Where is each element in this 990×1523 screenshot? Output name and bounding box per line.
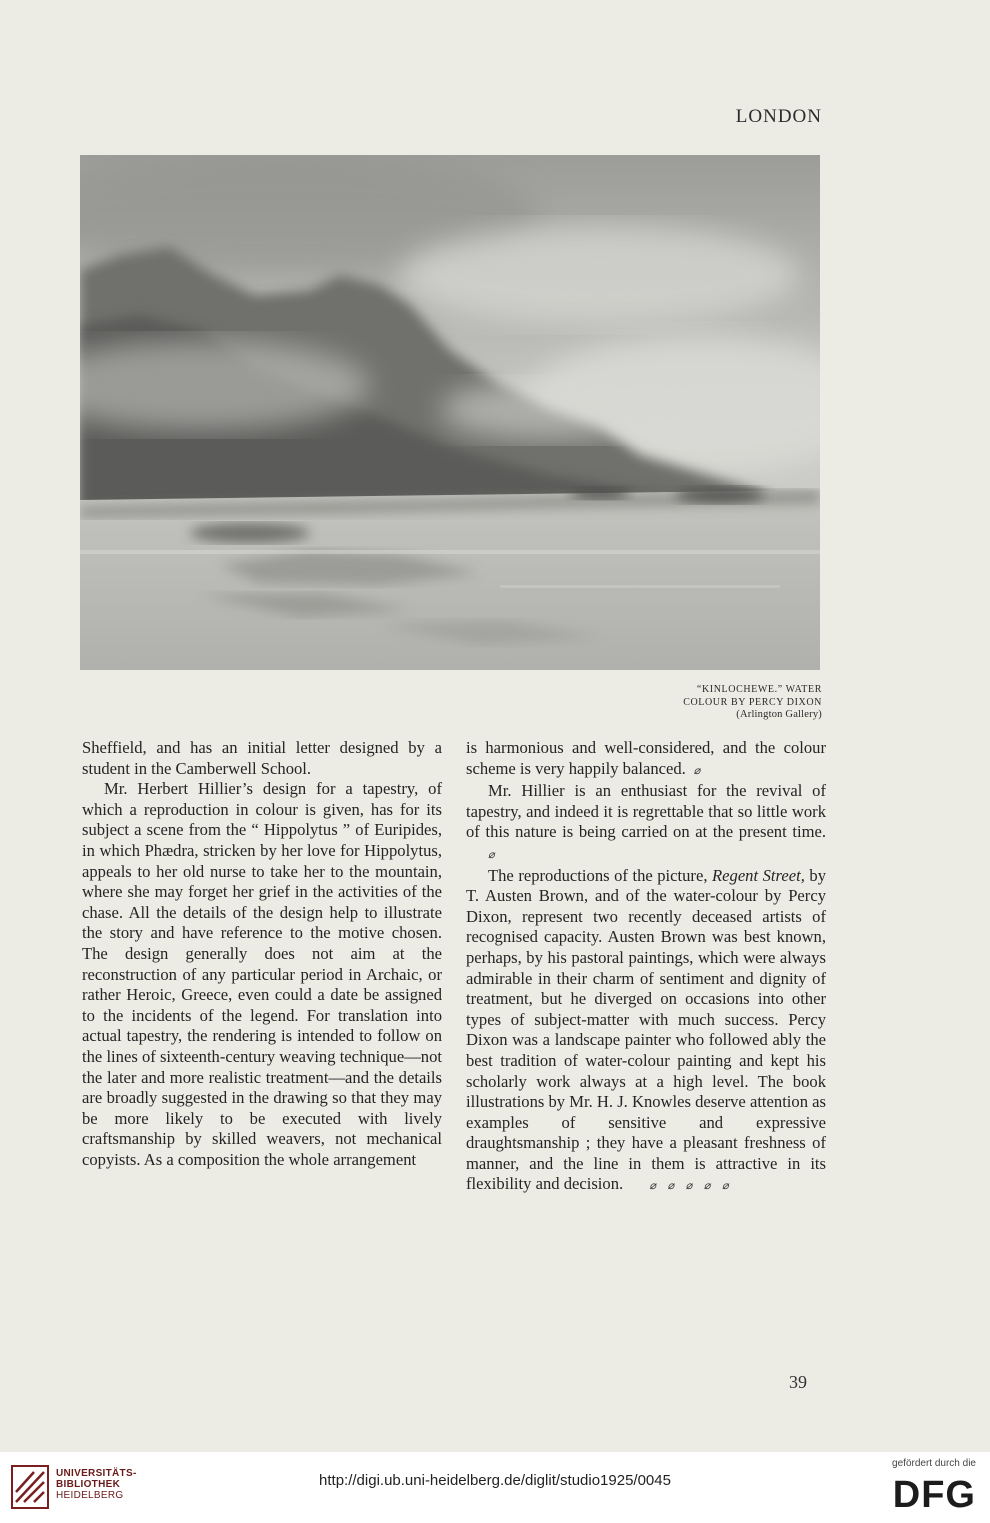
caption-artist: COLOUR BY PERCY DIXON [683, 696, 822, 708]
ornament-icon: ⌀ [649, 1180, 656, 1193]
paragraph-text: The reproductions of the picture, [488, 865, 708, 885]
caption-title: “KINLOCHEWE.” WATER [696, 684, 822, 695]
paragraph-text: is harmonious and well-considered, and the colour scheme is very happily balanced. [466, 738, 826, 778]
paragraph-text: by T. Austen Brown, and of the water-colour by Percy Dixon, represent two recently deceased artists of recognised capacity. Austen Brown was best known, perhaps, by his pastoral paintings, which were always admirable in their charm of sentiment and dignity of treatment, but he diverged on occasions into other types of subject-matter with much success. Percy Dixon was a landscape painter who followed ably the best tradition of water-colour painting and kept his scholarly work always at a high level. The book illustrations by Mr. H. J. Knowles deserve attention as examples of sensitive and expressive draughtsmanship ; they have a pleasant freshness of manner, and the line in them is attractive in its flexibility and decision. [466, 865, 826, 1194]
library-name-line: HEIDELBERG [56, 1490, 124, 1501]
ornament-icon: ⌀ [667, 1180, 675, 1193]
library-name-line: BIBLIOTHEK [56, 1479, 121, 1490]
ornament-icon: ⌀ [721, 1180, 729, 1193]
ornament-icon: ⌀ [488, 848, 495, 861]
artwork-title: Regent Street, [712, 865, 805, 885]
paragraph-text: Mr. Hillier is an enthusiast for the revival of tapestry, and indeed it is regrettable that so little work of this nature is being carried on at the present time. [466, 781, 826, 842]
paragraph: Mr. Herbert Hillier’s design for a tapestry, of which a reproduction in colour is given, has for its subject a scene from the “ Hippolytus ” of Euripides, in which Phædra, stricken by her love for Hippolytus, appeals to her old nurse to take her to the mountain, where she may forget her grief in the activities of the chase. All the details of the design help to illustrate the story and have reference to the motive chosen. The design generally does not aim at the reconstruction of any particular period in Archaic, or rather Heroic, Greece, even could a date be assigned to the incidents of the legend. For translation into actual tapestry, the rendering is intended to follow on the lines of sixteenth-century weaving technique—not the later and more realistic treatment—and the details are broadly suggested in the drawing so that they may be more likely to be executed with lively craftsmanship by skilled weavers, not mechanical copyists. As a composition the whole arrangement [82, 779, 442, 1169]
paragraph [466, 866, 826, 1198]
text-column-right [466, 738, 826, 1197]
page-number: 39 [789, 1372, 807, 1392]
illustration-kinlochewe [80, 155, 820, 670]
ornament-icon: ⌀ [685, 1180, 693, 1193]
ornament-icon: ⌀ [693, 764, 701, 777]
illustration-caption [683, 684, 822, 722]
paragraph: Sheffield, and has an initial letter designed by a student in the Camberwell School. [82, 738, 442, 778]
paragraph [466, 738, 826, 781]
library-name-line: UNIVERSITÄTS- [56, 1468, 137, 1479]
caption-gallery: (Arlington Gallery) [736, 709, 822, 720]
landscape-painting [80, 155, 820, 670]
text-column-left [82, 738, 442, 1170]
ornament-icon: ⌀ [703, 1180, 711, 1193]
source-url[interactable]: http://digi.ub.uni-heidelberg.de/diglit/studio1925/0045 [319, 1472, 671, 1489]
funded-by-label: gefördert durch die [892, 1458, 976, 1469]
paragraph [466, 781, 826, 865]
running-head: LONDON [735, 106, 822, 127]
dfg-logo: DFG [892, 1474, 976, 1516]
digitization-footer [0, 1452, 990, 1523]
